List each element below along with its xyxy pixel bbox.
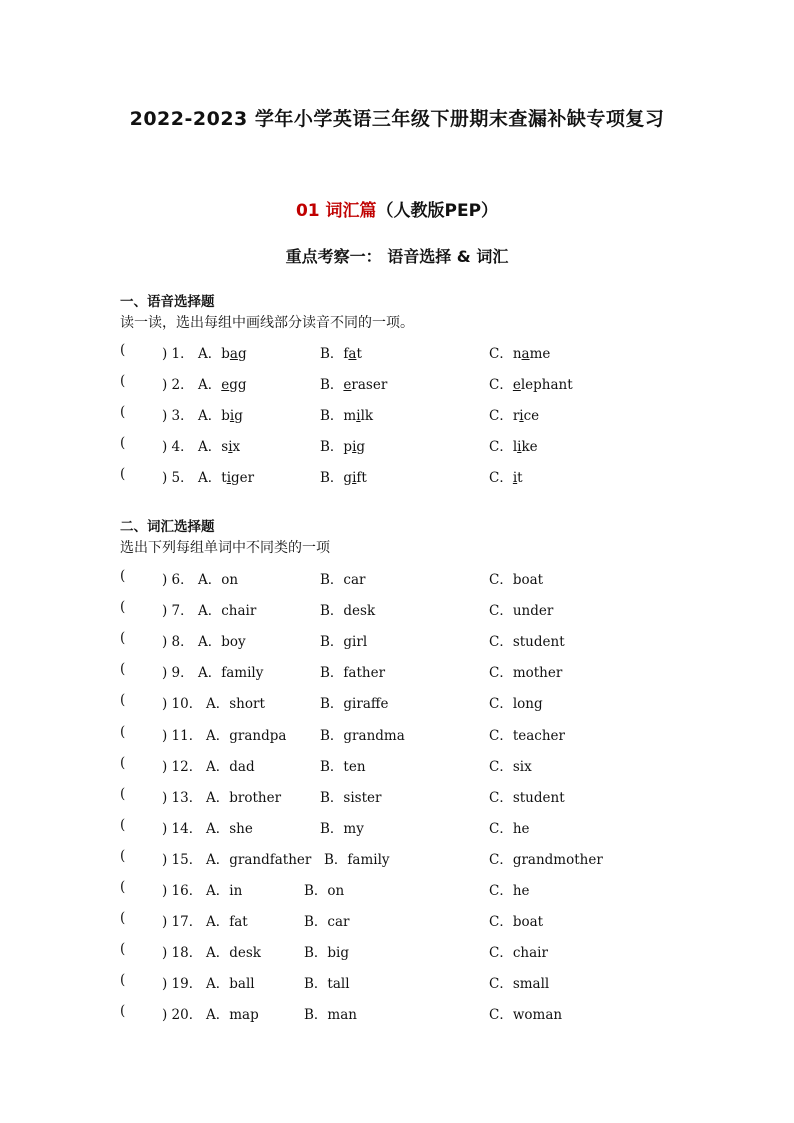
- answer-blank-close: ) 3．: [162, 408, 194, 424]
- option-a: A．in: [206, 883, 243, 899]
- answer-blank-open: (: [120, 466, 126, 482]
- question-row: [0, 342, 794, 362]
- option-c: C．rice: [489, 408, 540, 424]
- answer-blank-open: (: [120, 910, 126, 927]
- option-b: B．gift: [320, 470, 367, 486]
- question-row: [0, 817, 794, 837]
- option-b: B．ten: [320, 758, 366, 775]
- question-row: [0, 568, 794, 588]
- question-row: [0, 1003, 794, 1023]
- option-b: B．tall: [304, 976, 350, 993]
- option-c: C．boat: [489, 914, 544, 931]
- option-b: B．pig: [320, 439, 366, 455]
- option-a: A．grandpa: [206, 727, 287, 744]
- option-a: A．bag: [198, 346, 247, 362]
- option-a: A．short: [206, 696, 265, 713]
- option-a: A．on: [198, 572, 239, 588]
- question-row: [0, 661, 794, 681]
- option-c: C．woman: [489, 1007, 563, 1024]
- answer-blank-open: (: [120, 816, 126, 833]
- answer-blank-close: ) 7．: [162, 603, 194, 620]
- option-b: B．grandma: [320, 727, 405, 744]
- option-c: C．boat: [489, 572, 544, 588]
- option-b: B．desk: [320, 603, 376, 620]
- answer-blank-close: ) 10．: [162, 696, 203, 713]
- answer-blank-open: (: [120, 847, 126, 864]
- option-b: B．man: [304, 1007, 357, 1024]
- answer-blank-close: ) 8．: [162, 634, 194, 651]
- question-row: [0, 692, 794, 712]
- answer-blank-close: ) 19．: [162, 976, 203, 993]
- answer-blank-close: ) 14．: [162, 820, 203, 837]
- answer-blank-open: (: [120, 599, 126, 616]
- option-c: C．it: [489, 470, 523, 486]
- option-a: A．big: [198, 408, 243, 424]
- answer-blank-open: (: [120, 1003, 126, 1020]
- question-row: [0, 786, 794, 806]
- option-b: B．car: [304, 914, 350, 931]
- option-b: B．girl: [320, 634, 368, 651]
- section2-instruction: 选出下列每组单词中不同类的一项: [120, 540, 330, 556]
- option-b: B．big: [304, 945, 350, 962]
- answer-blank-close: ) 1．: [162, 346, 194, 362]
- option-c: C．chair: [489, 945, 548, 962]
- answer-blank-close: ) 5．: [162, 470, 194, 486]
- option-a: A．six: [198, 439, 241, 455]
- option-a: A．ball: [206, 976, 255, 993]
- option-a: A．she: [206, 820, 253, 837]
- question-row: [0, 724, 794, 744]
- answer-blank-close: ) 17．: [162, 914, 203, 931]
- question-row: [0, 466, 794, 486]
- option-a: A．brother: [206, 789, 282, 806]
- page-title: 2022-2023 学年小学英语三年级下册期末查漏补缺专项复习: [129, 108, 665, 130]
- option-c: C．he: [489, 820, 530, 837]
- option-c: C．like: [489, 439, 538, 455]
- question-row: [0, 373, 794, 393]
- answer-blank-open: (: [120, 723, 126, 740]
- answer-blank-open: (: [120, 972, 126, 989]
- option-a: A．map: [206, 1007, 259, 1024]
- option-b: B．on: [304, 883, 345, 899]
- option-a: A．chair: [198, 603, 257, 620]
- option-a: A．grandfather: [206, 851, 312, 868]
- option-b: B．milk: [320, 408, 374, 424]
- option-c: C．teacher: [489, 727, 565, 744]
- question-row: [0, 848, 794, 868]
- option-c: C．student: [489, 789, 565, 806]
- option-a: A．desk: [206, 945, 261, 962]
- answer-blank-close: ) 16．: [162, 883, 203, 899]
- answer-blank-open: (: [120, 661, 126, 678]
- option-c: C．elephant: [489, 377, 573, 393]
- answer-blank-open: (: [120, 941, 126, 958]
- option-c: C．grandmother: [489, 851, 603, 868]
- answer-blank-open: (: [120, 373, 126, 389]
- option-c: C．small: [489, 976, 550, 993]
- option-c: C．student: [489, 634, 565, 651]
- option-a: A．boy: [198, 634, 246, 651]
- option-b: B．sister: [320, 789, 382, 806]
- answer-blank-close: ) 20．: [162, 1007, 203, 1024]
- answer-blank-close: ) 9．: [162, 665, 194, 682]
- option-c: C．he: [489, 883, 530, 899]
- answer-blank-close: ) 15．: [162, 851, 203, 868]
- section1-heading: 一、语音选择题: [120, 294, 215, 310]
- answer-blank-close: ) 6．: [162, 572, 194, 588]
- answer-blank-open: (: [120, 568, 126, 584]
- answer-blank-open: (: [120, 630, 126, 647]
- section2-heading: 二、词汇选择题: [120, 519, 215, 535]
- question-row: [0, 435, 794, 455]
- option-b: B．eraser: [320, 377, 388, 393]
- option-b: B．fat: [320, 346, 362, 362]
- answer-blank-close: ) 4．: [162, 439, 194, 455]
- section1-instruction: 读一读，选出每组中画线部分读音不同的一项。: [120, 315, 414, 331]
- option-b: B．giraffe: [320, 696, 389, 713]
- question-row: [0, 941, 794, 961]
- answer-blank-open: (: [120, 754, 126, 771]
- subtitle: [0, 196, 794, 221]
- question-row: [0, 755, 794, 775]
- option-c: C．mother: [489, 665, 563, 682]
- answer-blank-close: ) 13．: [162, 789, 203, 806]
- answer-blank-open: (: [120, 879, 126, 895]
- subtitle-red: 01 词汇篇: [295, 201, 377, 221]
- question-row: [0, 599, 794, 619]
- question-row: [0, 910, 794, 930]
- option-a: A．family: [198, 665, 264, 682]
- answer-blank-open: (: [120, 692, 126, 709]
- option-c: C．name: [489, 346, 551, 362]
- answer-blank-close: ) 18．: [162, 945, 203, 962]
- option-c: C．six: [489, 758, 532, 775]
- subtitle-black: （人教版PEP）: [376, 201, 499, 221]
- question-row: [0, 879, 794, 899]
- option-a: A．fat: [206, 914, 248, 931]
- question-row: [0, 630, 794, 650]
- option-b: B．family: [324, 851, 390, 868]
- option-a: A．tiger: [198, 470, 255, 486]
- option-a: A．dad: [206, 758, 255, 775]
- question-row: [0, 404, 794, 424]
- option-b: B．my: [320, 820, 364, 837]
- answer-blank-open: (: [120, 404, 126, 420]
- option-c: C．under: [489, 603, 554, 620]
- answer-blank-open: (: [120, 785, 126, 802]
- option-b: B．car: [320, 572, 366, 588]
- question-row: [0, 972, 794, 992]
- option-c: C．long: [489, 696, 543, 713]
- answer-blank-close: ) 12．: [162, 758, 203, 775]
- answer-blank-close: ) 2．: [162, 377, 194, 393]
- focus-heading: 重点考察一： 语音选择 & 词汇: [285, 247, 509, 266]
- answer-blank-open: (: [120, 435, 126, 451]
- answer-blank-open: (: [120, 342, 126, 358]
- option-b: B．father: [320, 665, 386, 682]
- answer-blank-close: ) 11．: [162, 727, 203, 744]
- option-a: A．egg: [198, 377, 247, 393]
